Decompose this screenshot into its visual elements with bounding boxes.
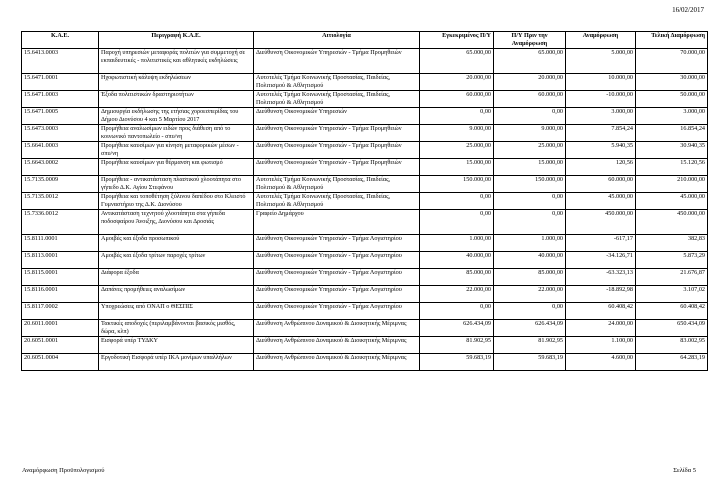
cell-kae: 15.6471.0003 (22, 91, 99, 108)
cell-before: 25.000,00 (494, 142, 566, 159)
cell-reason: Διεύθυνση Οικονομικών Υπηρεσιών - Τμήμα Λογιστηρίου (254, 286, 420, 303)
cell-final: 5.873,29 (636, 252, 708, 269)
cell-change: 7.854,24 (566, 125, 636, 142)
cell-final: 45.000,00 (636, 193, 708, 210)
cell-approved: 22.000,00 (420, 286, 494, 303)
table-row (22, 354, 708, 371)
cell-description: Εργοδοτική Εισφορά υπέρ ΙΚΑ μονίμων υπαλλήλων (99, 354, 254, 371)
col-header-description: Περιγραφή Κ.Α.Ε. (99, 32, 254, 49)
cell-before: 81.902,95 (494, 337, 566, 354)
table-row (22, 286, 708, 303)
cell-kae: 15.6471.0001 (22, 74, 99, 91)
cell-final: 83.002,95 (636, 337, 708, 354)
cell-change: 120,56 (566, 159, 636, 176)
cell-before: 60.000,00 (494, 91, 566, 108)
cell-final: 30.000,00 (636, 74, 708, 91)
cell-kae: 15.8117.0002 (22, 303, 99, 320)
cell-approved: 150.000,00 (420, 176, 494, 193)
cell-final: 21.676,87 (636, 269, 708, 286)
cell-before: 1.000,00 (494, 235, 566, 252)
footer-title: Αναμόρφωση Προϋπολογισμού (22, 467, 105, 474)
cell-kae: 15.7135.0012 (22, 193, 99, 210)
cell-kae: 15.6413.0003 (22, 49, 99, 74)
cell-reason: Διεύθυνση Οικονομικών Υπηρεσιών - Τμήμα Λογιστηρίου (254, 303, 420, 320)
cell-description: Δαπάνες προμήθειες αναλωσίμων (99, 286, 254, 303)
cell-before: 626.434,09 (494, 320, 566, 337)
cell-approved: 0,00 (420, 210, 494, 235)
cell-final: 64.283,19 (636, 354, 708, 371)
cell-description: Προμήθεια καυσίμων για κίνηση μεταφορικών μέσων - σπυ/νη (99, 142, 254, 159)
table-row (22, 74, 708, 91)
cell-description: Τακτικές αποδοχές (περιλαμβάνονται βασικός μισθός, δώρα, κλπ) (99, 320, 254, 337)
cell-change: 60.408,42 (566, 303, 636, 320)
cell-final: 450.000,00 (636, 210, 708, 235)
cell-reason: Αυτοτελές Τμήμα Κοινωνικής Προστασίας, Παιδείας, Πολιτισμού & Αθλητισμού (254, 176, 420, 193)
table-row (22, 252, 708, 269)
cell-description: Δημιουργία εκδήλωσης της ετήσιας χοροεσπερίδας του Δήμου Διονύσου 4 και 5 Μαρτίου 2017 (99, 108, 254, 125)
cell-approved: 60.000,00 (420, 91, 494, 108)
cell-reason: Αυτοτελές Τμήμα Κοινωνικής Προστασίας, Παιδείας, Πολιτισμού & Αθλητισμού (254, 74, 420, 91)
cell-final: 16.854,24 (636, 125, 708, 142)
cell-final: 650.434,09 (636, 320, 708, 337)
cell-kae: 20.6051.0004 (22, 354, 99, 371)
cell-approved: 15.000,00 (420, 159, 494, 176)
cell-change: 5.940,35 (566, 142, 636, 159)
budget-table (21, 31, 708, 371)
cell-kae: 15.6641.0003 (22, 142, 99, 159)
cell-approved: 81.902,95 (420, 337, 494, 354)
cell-final: 382,83 (636, 235, 708, 252)
cell-reason: Διεύθυνση Ανθρώπινου Δυναμικού & Διοικητικής Μέριμνας (254, 337, 420, 354)
table-row (22, 125, 708, 142)
cell-change: 1.100,00 (566, 337, 636, 354)
table-row (22, 235, 708, 252)
cell-approved: 626.434,09 (420, 320, 494, 337)
cell-before: 22.000,00 (494, 286, 566, 303)
cell-kae: 15.8116.0001 (22, 286, 99, 303)
cell-final: 60.408,42 (636, 303, 708, 320)
cell-kae: 15.7336.0012 (22, 210, 99, 235)
cell-approved: 0,00 (420, 193, 494, 210)
cell-change: 24.000,00 (566, 320, 636, 337)
table-header-row (22, 32, 708, 49)
cell-reason: Αυτοτελές Τμήμα Κοινωνικής Προστασίας, Παιδείας, Πολιτισμού & Αθλητισμού (254, 193, 420, 210)
table-row (22, 303, 708, 320)
cell-reason: Διεύθυνση Οικονομικών Υπηρεσιών - Τμήμα Προμηθειών (254, 49, 420, 74)
cell-reason: Γραφείο Δημάρχου (254, 210, 420, 235)
cell-approved: 85.000,00 (420, 269, 494, 286)
cell-change: 3.000,00 (566, 108, 636, 125)
cell-before: 20.000,00 (494, 74, 566, 91)
cell-kae: 15.8115.0001 (22, 269, 99, 286)
cell-before: 0,00 (494, 108, 566, 125)
cell-approved: 40.000,00 (420, 252, 494, 269)
cell-kae: 15.8113.0001 (22, 252, 99, 269)
cell-before: 0,00 (494, 193, 566, 210)
cell-description: Προμήθεια και τοποθέτηση ξύλινου δαπέδου στο Κλειστό Γυμναστήριο της Δ.Κ. Διονύσου (99, 193, 254, 210)
cell-kae: 15.7135.0009 (22, 176, 99, 193)
cell-approved: 0,00 (420, 108, 494, 125)
cell-reason: Διεύθυνση Οικονομικών Υπηρεσιών - Τμήμα Προμηθειών (254, 142, 420, 159)
cell-approved: 25.000,00 (420, 142, 494, 159)
cell-approved: 0,00 (420, 303, 494, 320)
cell-description: Αντικατάσταση τεχνητού χλοοτάπητα στα γήπεδα ποδοσφαίρου Άνοιξης, Διονύσου και Δροσιάς (99, 210, 254, 235)
cell-description: Έξοδα πολιτιστικών δραστηριοτήτων (99, 91, 254, 108)
cell-description: Ηχοφωτιστική κάλυψη εκδηλώσεων (99, 74, 254, 91)
cell-kae: 15.6473.0003 (22, 125, 99, 142)
cell-before: 0,00 (494, 303, 566, 320)
cell-kae: 15.8111.0001 (22, 235, 99, 252)
table-row (22, 193, 708, 210)
cell-before: 85.000,00 (494, 269, 566, 286)
cell-approved: 65.000,00 (420, 49, 494, 74)
cell-final: 50.000,00 (636, 91, 708, 108)
col-header-kae: Κ.Α.Ε. (22, 32, 99, 49)
col-header-change: Αναμόρφωση (566, 32, 636, 49)
cell-final: 30.940,35 (636, 142, 708, 159)
cell-reason: Διεύθυνση Ανθρώπινου Δυναμικού & Διοικητικής Μέριμνας (254, 320, 420, 337)
table-row (22, 108, 708, 125)
cell-description: Προμήθεια - αντικατάσταση πλαστικού χλοοτάπητα στο γήπεδο Δ.Κ. Αγίου Στεφάνου (99, 176, 254, 193)
cell-kae: 20.6011.0001 (22, 320, 99, 337)
cell-change: 60.000,00 (566, 176, 636, 193)
table-row (22, 337, 708, 354)
cell-reason: Διεύθυνση Οικονομικών Υπηρεσιών - Τμήμα Προμηθειών (254, 125, 420, 142)
cell-final: 3.107,02 (636, 286, 708, 303)
table-row (22, 91, 708, 108)
cell-change: 45.000,00 (566, 193, 636, 210)
cell-description: Υποχρεώσεις από ΟΝΑΠ ο ΘΕΣΠΙΣ (99, 303, 254, 320)
cell-final: 70.000,00 (636, 49, 708, 74)
cell-description: Αμοιβές και έξοδα προσωπικού (99, 235, 254, 252)
cell-change: 4.600,00 (566, 354, 636, 371)
page-number: Σελίδα 5 (673, 467, 696, 474)
table-row (22, 320, 708, 337)
cell-approved: 1.000,00 (420, 235, 494, 252)
cell-description: Αμοιβές και έξοδα τρίτων παροχές τρίτων (99, 252, 254, 269)
cell-approved: 20.000,00 (420, 74, 494, 91)
cell-change: -34.126,71 (566, 252, 636, 269)
cell-reason: Αυτοτελές Τμήμα Κοινωνικής Προστασίας, Παιδείας, Πολιτισμού & Αθλητισμού (254, 91, 420, 108)
cell-description: Διάφορα έξοδα (99, 269, 254, 286)
cell-reason: Διεύθυνση Οικονομικών Υπηρεσιών - Τμήμα Λογιστηρίου (254, 235, 420, 252)
cell-reason: Διεύθυνση Οικονομικών Υπηρεσιών - Τμήμα Λογιστηρίου (254, 269, 420, 286)
col-header-reason: Αιτιολογία (254, 32, 420, 49)
cell-kae: 20.6051.0001 (22, 337, 99, 354)
print-date: 16/02/2017 (672, 6, 704, 14)
col-header-approved: Εγκεκριμένος Π/Υ (420, 32, 494, 49)
cell-change: -18.892,98 (566, 286, 636, 303)
cell-reason: Διεύθυνση Ανθρώπινου Δυναμικού & Διοικητικής Μέριμνας (254, 354, 420, 371)
cell-before: 65.000,00 (494, 49, 566, 74)
cell-reason: Διεύθυνση Οικονομικών Υπηρεσιών (254, 108, 420, 125)
cell-kae: 15.6471.0005 (22, 108, 99, 125)
cell-kae: 15.6643.0002 (22, 159, 99, 176)
cell-change: -10.000,00 (566, 91, 636, 108)
cell-change: -617,17 (566, 235, 636, 252)
col-header-final: Τελική Διαμόρφωση (636, 32, 708, 49)
table-row (22, 142, 708, 159)
cell-description: Εισφορά υπέρ ΤΥΔΚΥ (99, 337, 254, 354)
cell-before: 9.000,00 (494, 125, 566, 142)
table-row (22, 176, 708, 193)
cell-change: 450.000,00 (566, 210, 636, 235)
cell-before: 59.683,19 (494, 354, 566, 371)
cell-before: 40.000,00 (494, 252, 566, 269)
cell-before: 0,00 (494, 210, 566, 235)
table-row (22, 269, 708, 286)
cell-description: Παροχή υπηρεσιών μεταφοράς πολιτών για συμμετοχή σε εκπαιδευτικές - πολιτιστικές και αθλητικές εκδηλώσεις (99, 49, 254, 74)
table-row (22, 210, 708, 235)
cell-final: 210.000,00 (636, 176, 708, 193)
cell-change: 5.000,00 (566, 49, 636, 74)
cell-final: 3.000,00 (636, 108, 708, 125)
cell-description: Προμήθεια καυσίμων για θέρμανση και φωτισμό (99, 159, 254, 176)
cell-approved: 9.000,00 (420, 125, 494, 142)
cell-change: 10.000,00 (566, 74, 636, 91)
table-row (22, 159, 708, 176)
cell-before: 15.000,00 (494, 159, 566, 176)
cell-approved: 59.683,19 (420, 354, 494, 371)
cell-change: -63.323,13 (566, 269, 636, 286)
cell-final: 15.120,56 (636, 159, 708, 176)
cell-reason: Διεύθυνση Οικονομικών Υπηρεσιών - Τμήμα Λογιστηρίου (254, 252, 420, 269)
cell-reason: Διεύθυνση Οικονομικών Υπηρεσιών - Τμήμα Προμηθειών (254, 159, 420, 176)
table-row (22, 49, 708, 74)
cell-description: Προμήθεια αναλωσίμων ειδών προς διάθεση από το κοινωνικό παντοπωλείο - σπυ/νη (99, 125, 254, 142)
col-header-before: Π/Υ Πριν την Αναμόρφωση (494, 32, 566, 49)
cell-before: 150.000,00 (494, 176, 566, 193)
